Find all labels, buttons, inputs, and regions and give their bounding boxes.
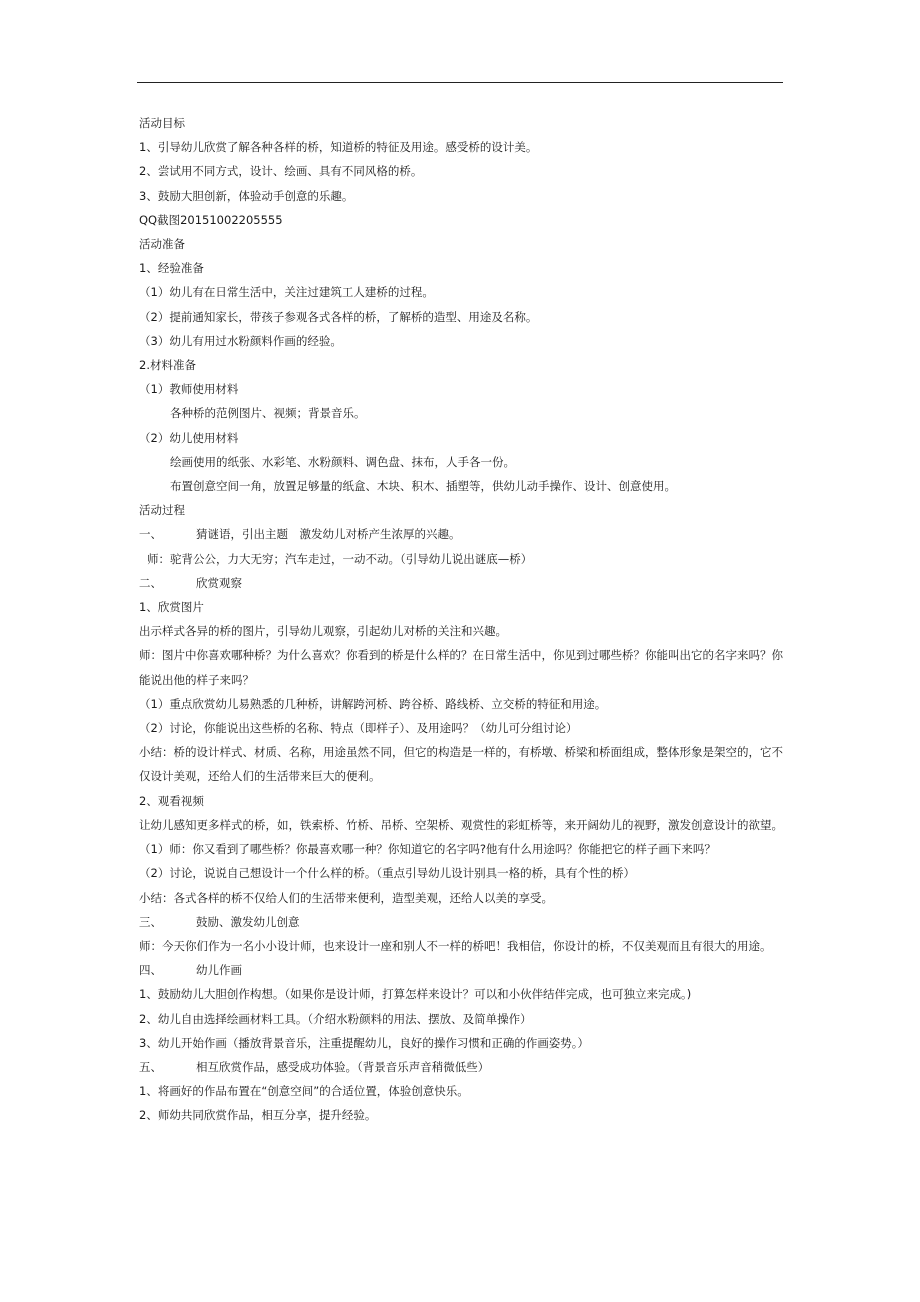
section-1-riddle: 师：驼背公公，力大无穷；汽车走过，一动不动。（引导幼儿说出谜底—桥）	[147, 551, 533, 566]
section-4-heading	[139, 958, 784, 982]
section-2-title: 欣赏观察	[196, 575, 242, 590]
exp-item-2: （2）提前通知家长，带孩子参观各式各样的桥，了解桥的造型、用途及名称。	[139, 309, 538, 324]
section-2-para-3: （1）重点欣赏幼儿易熟悉的几种桥，讲解跨河桥、跨谷桥、路线桥、立交桥的特征和用途。	[139, 696, 607, 711]
section-4-title: 幼儿作画	[196, 963, 242, 978]
section-5-title: 相互欣赏作品，感受成功体验。（背景音乐声音稍微低些）	[196, 1059, 490, 1074]
section-3-title: 鼓励、激发幼儿创意	[196, 914, 300, 929]
teacher-material-heading: （1）教师使用材料	[139, 382, 239, 397]
section-5-number: 五、	[139, 1059, 162, 1074]
section-4-para-2: 2、幼儿自由选择绘画材料工具。（介绍水粉颜料的用法、摆放、及简单操作）	[139, 1011, 532, 1026]
section-2-heading	[139, 571, 784, 595]
section-2-para-8: （2）讨论，说说自己想设计一个什么样的桥。（重点引导幼儿设计别具一格的桥，具有个性的桥）	[139, 866, 636, 881]
section-2-para-6: 让幼儿感知更多样式的桥，如，铁索桥、竹桥、吊桥、空架桥、观赏性的彩虹桥等，来开阔幼儿的视野，激发创意设计的欲望。	[139, 817, 783, 832]
section-4-para-1: 1、鼓励幼儿大胆创作构想。（如果你是设计师，打算怎样来设计？可以和小伙伴结伴完成，也可独立来完成。)	[139, 987, 692, 1002]
child-material-items-2: 布置创意空间一角，放置足够量的纸盒、木块、积木、插塑等，供幼儿动手操作、设计、创意使用。	[170, 479, 676, 494]
section-2-para-4: （2）讨论，你能说出这些桥的名称、特点（即样子）、及用途吗？（幼儿可分组讨论）	[139, 721, 578, 736]
process-heading: 活动过程	[139, 503, 185, 518]
goal-item-1: 1、引导幼儿欣赏了解各种各样的桥，知道桥的特征及用途。感受桥的设计美。	[139, 140, 538, 155]
section-2-para-2: 师：图片中你喜欢哪种桥？为什么喜欢？你看到的桥是什么样的？在日常生活中，你见到过哪些桥？你能叫出它的名字来吗？你能说出他的样子来吗？	[139, 648, 783, 687]
goal-item-2: 2、尝试用不同方式，设计、绘画、具有不同风格的桥。	[139, 164, 423, 179]
section-2-sub-2: 2、观看视频	[139, 793, 204, 808]
section-3-number: 三、	[139, 914, 162, 929]
section-2-number: 二、	[139, 575, 162, 590]
child-material-heading: （2）幼儿使用材料	[139, 430, 239, 445]
child-material-items-1: 绘画使用的纸张、水彩笔、水粉颜料、调色盘、抹布，人手各一份。	[170, 454, 515, 469]
section-1-heading	[139, 522, 784, 546]
teacher-material-items: 各种桥的范例图片、视频；背景音乐。	[170, 406, 366, 421]
exp-heading: 1、经验准备	[139, 261, 204, 276]
section-5-para-2: 2、师幼共同欣赏作品，相互分享，提升经验。	[139, 1108, 377, 1123]
image-caption: QQ截图20151002205555	[139, 212, 283, 227]
goals-heading: 活动目标	[139, 116, 185, 130]
section-5-para-1: 1、将画好的作品布置在“创意空间”的合适位置，体验创意快乐。	[139, 1084, 469, 1099]
section-2-summary-2: 小结：各式各样的桥不仅给人们的生活带来便利，造型美观，还给人以美的享受。	[139, 890, 553, 905]
section-2-para-7: （1）师：你又看到了哪些桥？你最喜欢哪一种？你知道它的名字吗?他有什么用途吗？你能把它的样子画下来吗？	[139, 842, 716, 857]
section-3-para-1: 师：今天你们作为一名小小设计师，也来设计一座和别人不一样的桥吧！我相信，你设计的桥，不仅美观而且有很大的用途。	[139, 938, 772, 953]
section-4-para-3: 3、幼儿开始作画（播放背景音乐，注重提醒幼儿，良好的操作习惯和正确的作画姿势。）	[139, 1035, 590, 1050]
section-2-summary-1: 小结：桥的设计样式、材质、名称，用途虽然不同，但它的构造是一样的，有桥墩、桥梁和桥面组成，整体形象是架空的，它不仅设计美观，还给人们的生活带来巨大的便利。	[139, 745, 783, 784]
exp-item-1: （1）幼儿有在日常生活中，关注过建筑工人建桥的过程。	[139, 285, 434, 300]
exp-item-3: （3）幼儿有用过水粉颜料作画的经验。	[139, 333, 342, 348]
section-3-heading	[139, 910, 784, 934]
section-5-heading	[139, 1055, 784, 1079]
material-heading: 2.材料准备	[139, 358, 196, 373]
section-2-para-1: 出示样式各异的桥的图片，引导幼儿观察，引起幼儿对桥的关注和兴趣。	[139, 624, 507, 639]
section-4-number: 四、	[139, 963, 162, 978]
prep-heading: 活动准备	[139, 237, 185, 252]
section-1-number: 一、	[139, 527, 162, 542]
section-2-sub-1: 1、欣赏图片	[139, 600, 204, 615]
header-rule	[137, 82, 783, 83]
document-body	[139, 111, 784, 1128]
goal-item-3: 3、鼓励大胆创新，体验动手创意的乐趣。	[139, 188, 354, 203]
section-1-title: 猜谜语，引出主题 激发幼儿对桥产生浓厚的兴趣。	[196, 527, 461, 542]
